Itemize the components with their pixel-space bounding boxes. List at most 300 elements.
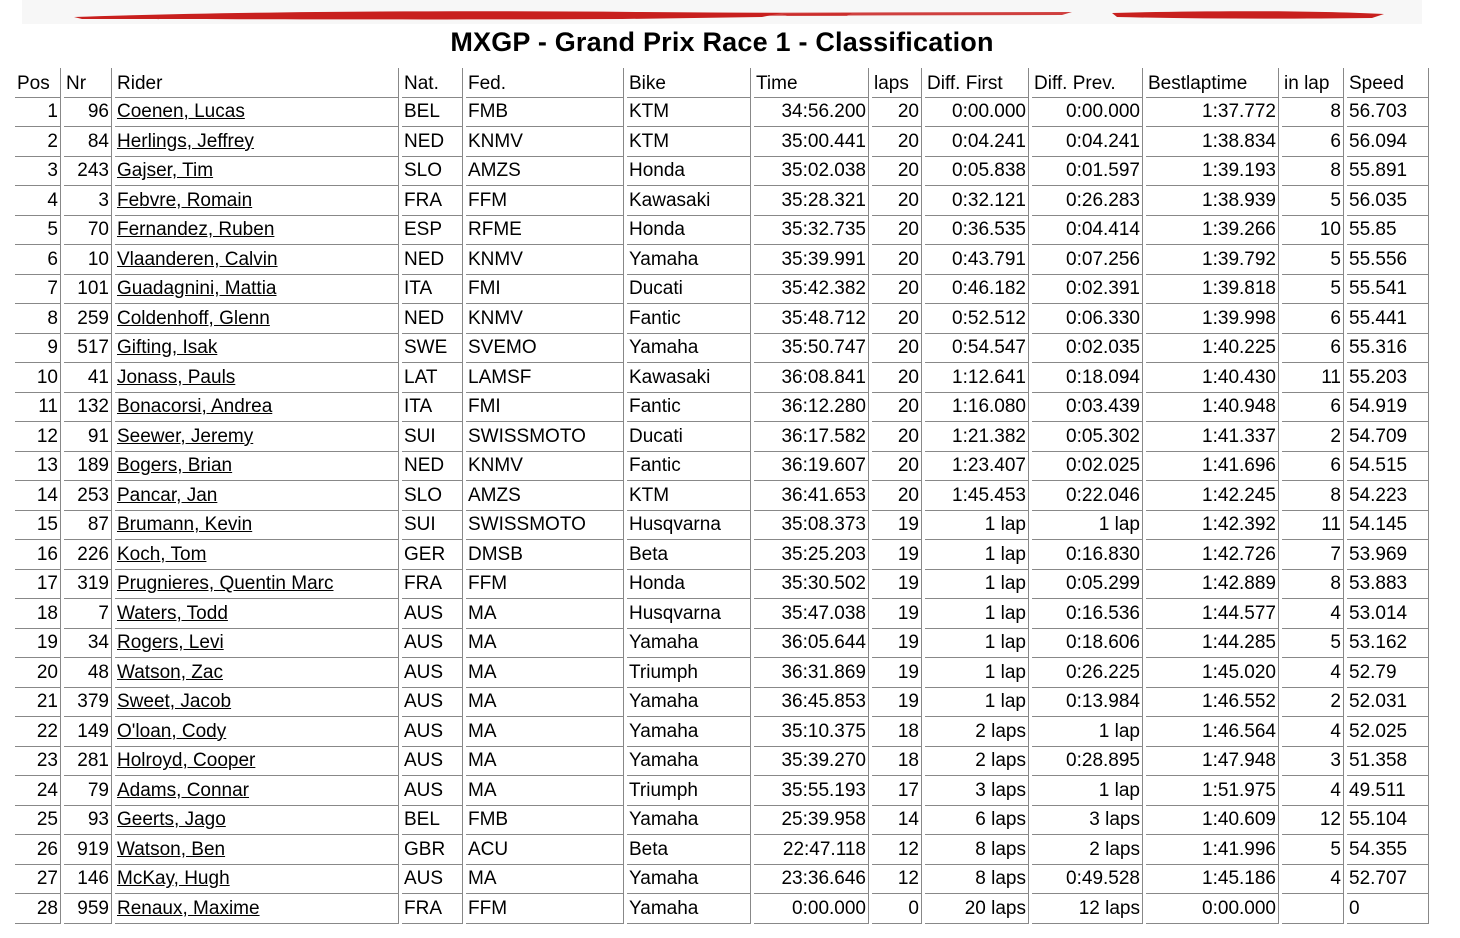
cell-fed: SWISSMOTO [466,511,624,541]
cell-fed: MA [466,599,624,629]
cell-time: 35:28.321 [754,186,869,216]
cell-time: 36:31.869 [754,658,869,688]
cell-diff-first: 8 laps [925,865,1029,895]
cell-speed: 52.707 [1347,865,1429,895]
cell-bestlaptime: 1:44.577 [1146,599,1279,629]
cell-laps: 20 [872,363,922,393]
cell-diff-prev: 0:02.025 [1032,452,1143,482]
cell-in-lap: 5 [1282,629,1344,659]
cell-diff-first: 0:05.838 [925,157,1029,187]
table-row [15,894,1429,924]
cell-pos: 23 [15,747,61,777]
cell-in-lap: 10 [1282,216,1344,246]
cell-bestlaptime: 1:39.266 [1146,216,1279,246]
cell-in-lap: 8 [1282,481,1344,511]
rider-link[interactable]: Geerts, Jago [117,809,226,831]
col-header-laps: laps [872,68,922,98]
cell-rider[interactable] [115,776,399,806]
cell-rider[interactable] [115,747,399,777]
col-header-diff-prev: Diff. Prev. [1032,68,1143,98]
cell-pos: 24 [15,776,61,806]
cell-in-lap: 6 [1282,127,1344,157]
cell-laps: 20 [872,304,922,334]
rider-link[interactable]: Adams, Connar [117,779,250,801]
cell-fed: FMB [466,806,624,836]
cell-bike: Ducati [627,275,751,305]
cell-diff-prev: 0:05.302 [1032,422,1143,452]
cell-speed: 55.104 [1347,806,1429,836]
cell-time: 36:12.280 [754,393,869,423]
cell-bike: Husqvarna [627,599,751,629]
cell-nr: 319 [64,570,112,600]
cell-laps: 19 [872,599,922,629]
cell-bike: Yamaha [627,688,751,718]
cell-pos: 9 [15,334,61,364]
cell-rider[interactable] [115,894,399,924]
cell-diff-first: 6 laps [925,806,1029,836]
cell-time: 35:42.382 [754,275,869,305]
cell-time: 36:45.853 [754,688,869,718]
rider-link[interactable]: Renaux, Maxime [117,897,260,919]
cell-laps: 12 [872,865,922,895]
cell-bestlaptime: 1:44.285 [1146,629,1279,659]
table-row [15,865,1429,895]
rider-link[interactable]: Koch, Tom [117,543,207,565]
rider-link[interactable]: Rogers, Levi [117,632,224,654]
cell-diff-first: 0:32.121 [925,186,1029,216]
cell-fed: FMB [466,98,624,128]
rider-link[interactable]: O'loan, Cody [117,720,227,742]
cell-bestlaptime: 1:39.998 [1146,304,1279,334]
cell-diff-first: 1:16.080 [925,393,1029,423]
cell-bike: Yamaha [627,806,751,836]
rider-link[interactable]: Gifting, Isak [117,337,218,359]
cell-speed: 55.316 [1347,334,1429,364]
cell-rider[interactable] [115,422,399,452]
cell-bike: Fantic [627,452,751,482]
cell-fed: DMSB [466,540,624,570]
cell-speed: 53.014 [1347,599,1429,629]
cell-bestlaptime: 1:45.186 [1146,865,1279,895]
cell-nat: SUI [402,511,463,541]
cell-nat: FRA [402,186,463,216]
cell-diff-prev: 1 lap [1032,511,1143,541]
rider-link[interactable]: Bonacorsi, Andrea [117,396,273,418]
table-row [15,481,1429,511]
cell-time: 35:08.373 [754,511,869,541]
cell-nat: ITA [402,275,463,305]
cell-time: 35:10.375 [754,717,869,747]
cell-bestlaptime: 1:42.245 [1146,481,1279,511]
cell-fed: KNMV [466,304,624,334]
cell-nr: 253 [64,481,112,511]
cell-fed: MA [466,658,624,688]
cell-rider[interactable] [115,393,399,423]
cell-time: 36:05.644 [754,629,869,659]
cell-diff-prev: 0:05.299 [1032,570,1143,600]
cell-in-lap: 4 [1282,865,1344,895]
cell-rider[interactable] [115,98,399,128]
cell-fed: FFM [466,186,624,216]
cell-in-lap: 3 [1282,747,1344,777]
cell-bestlaptime: 1:41.337 [1146,422,1279,452]
cell-time: 35:00.441 [754,127,869,157]
cell-rider[interactable] [115,481,399,511]
rider-link[interactable]: Vlaanderen, Calvin [117,248,278,270]
rider-link[interactable]: Guadagnini, Mattia [117,278,277,300]
cell-bestlaptime: 1:41.696 [1146,452,1279,482]
cell-bestlaptime: 1:40.609 [1146,806,1279,836]
cell-in-lap: 7 [1282,540,1344,570]
cell-laps: 20 [872,216,922,246]
rider-link[interactable]: Bogers, Brian [117,455,233,477]
cell-bestlaptime: 1:40.225 [1146,334,1279,364]
cell-speed: 56.703 [1347,98,1429,128]
cell-bike: Fantic [627,393,751,423]
cell-in-lap: 5 [1282,186,1344,216]
cell-rider[interactable] [115,216,399,246]
cell-rider[interactable] [115,334,399,364]
table-row [15,688,1429,718]
cell-laps: 12 [872,835,922,865]
cell-diff-prev: 0:18.094 [1032,363,1143,393]
rider-link[interactable]: Jonass, Pauls [117,366,236,388]
cell-speed: 54.919 [1347,393,1429,423]
cell-pos: 28 [15,894,61,924]
cell-diff-prev: 0:49.528 [1032,865,1143,895]
cell-laps: 18 [872,717,922,747]
cell-rider[interactable] [115,245,399,275]
rider-link[interactable]: Coldenhoff, Glenn [117,307,270,329]
page-title: MXGP - Grand Prix Race 1 - Classification [450,27,994,57]
cell-bestlaptime: 1:42.726 [1146,540,1279,570]
cell-diff-prev: 0:26.225 [1032,658,1143,688]
cell-bestlaptime: 0:00.000 [1146,894,1279,924]
cell-rider[interactable] [115,127,399,157]
cell-in-lap: 5 [1282,245,1344,275]
table-row [15,363,1429,393]
cell-bike: Yamaha [627,245,751,275]
cell-bike: Ducati [627,422,751,452]
cell-nr: 959 [64,894,112,924]
cell-nr: 517 [64,334,112,364]
cell-in-lap: 2 [1282,422,1344,452]
cell-rider[interactable] [115,717,399,747]
cell-laps: 19 [872,540,922,570]
cell-nat: NED [402,304,463,334]
cell-diff-prev: 0:02.391 [1032,275,1143,305]
cell-fed: SWISSMOTO [466,422,624,452]
cell-nr: 91 [64,422,112,452]
cell-nat: AUS [402,747,463,777]
table-row [15,304,1429,334]
cell-pos: 21 [15,688,61,718]
cell-nat: NED [402,245,463,275]
cell-diff-prev: 0:18.606 [1032,629,1143,659]
cell-pos: 13 [15,452,61,482]
cell-rider[interactable] [115,806,399,836]
cell-pos: 4 [15,186,61,216]
cell-diff-first: 1 lap [925,570,1029,600]
cell-diff-first: 1 lap [925,511,1029,541]
cell-speed: 53.883 [1347,570,1429,600]
cell-rider[interactable] [115,157,399,187]
table-row [15,393,1429,423]
cell-speed: 52.031 [1347,688,1429,718]
rider-link[interactable]: Holroyd, Cooper [117,750,256,772]
cell-diff-prev: 0:16.536 [1032,599,1143,629]
cell-pos: 16 [15,540,61,570]
cell-rider[interactable] [115,570,399,600]
cell-nat: AUS [402,865,463,895]
table-row [15,776,1429,806]
cell-bestlaptime: 1:42.392 [1146,511,1279,541]
cell-bike: Kawasaki [627,363,751,393]
cell-speed: 52.79 [1347,658,1429,688]
cell-in-lap: 8 [1282,157,1344,187]
table-header-row [15,68,1429,98]
cell-laps: 17 [872,776,922,806]
cell-diff-first: 3 laps [925,776,1029,806]
cell-diff-first: 0:36.535 [925,216,1029,246]
cell-pos: 22 [15,717,61,747]
cell-diff-prev: 0:13.984 [1032,688,1143,718]
cell-nr: 189 [64,452,112,482]
cell-nat: AUS [402,658,463,688]
cell-rider[interactable] [115,629,399,659]
col-header-fed: Fed. [466,68,624,98]
cell-diff-prev: 0:01.597 [1032,157,1143,187]
cell-diff-prev: 0:26.283 [1032,186,1143,216]
cell-nat: NED [402,452,463,482]
cell-nr: 87 [64,511,112,541]
rider-link[interactable]: Seewer, Jeremy [117,425,254,447]
cell-diff-first: 1 lap [925,540,1029,570]
cell-diff-first: 2 laps [925,747,1029,777]
table-row [15,806,1429,836]
cell-laps: 14 [872,806,922,836]
rider-link[interactable]: Prugnieres, Quentin Marc [117,573,334,595]
cell-nr: 93 [64,806,112,836]
cell-speed: 52.025 [1347,717,1429,747]
cell-bike: Yamaha [627,717,751,747]
cell-bestlaptime: 1:40.948 [1146,393,1279,423]
cell-time: 36:41.653 [754,481,869,511]
cell-nat: FRA [402,894,463,924]
cell-speed: 53.969 [1347,540,1429,570]
cell-bike: Yamaha [627,629,751,659]
cell-diff-prev: 0:04.241 [1032,127,1143,157]
col-header-nr: Nr [64,68,112,98]
cell-nr: 379 [64,688,112,718]
cell-nat: SUI [402,422,463,452]
cell-nr: 34 [64,629,112,659]
cell-time: 23:36.646 [754,865,869,895]
cell-fed: MA [466,717,624,747]
cell-laps: 20 [872,127,922,157]
rider-link[interactable]: McKay, Hugh [117,868,230,890]
cell-rider[interactable] [115,304,399,334]
cell-fed: AMZS [466,157,624,187]
cell-laps: 20 [872,157,922,187]
cell-nat: AUS [402,776,463,806]
cell-bike: Honda [627,216,751,246]
cell-nat: LAT [402,363,463,393]
cell-pos: 8 [15,304,61,334]
table-row [15,186,1429,216]
cell-bestlaptime: 1:37.772 [1146,98,1279,128]
cell-fed: ACU [466,835,624,865]
cell-in-lap: 11 [1282,511,1344,541]
cell-nr: 7 [64,599,112,629]
rider-link[interactable]: Fernandez, Ruben [117,219,275,241]
cell-pos: 6 [15,245,61,275]
cell-diff-prev: 0:04.414 [1032,216,1143,246]
cell-fed: MA [466,747,624,777]
cell-nat: ESP [402,216,463,246]
cell-time: 35:30.502 [754,570,869,600]
cell-rider[interactable] [115,275,399,305]
rider-link[interactable]: Sweet, Jacob [117,691,232,713]
cell-rider[interactable] [115,186,399,216]
cell-pos: 15 [15,511,61,541]
brush-stroke-graphic [22,0,1422,24]
cell-rider[interactable] [115,835,399,865]
cell-fed: KNMV [466,127,624,157]
cell-speed: 51.358 [1347,747,1429,777]
cell-laps: 18 [872,747,922,777]
cell-nr: 3 [64,186,112,216]
cell-in-lap: 8 [1282,570,1344,600]
cell-in-lap: 11 [1282,363,1344,393]
cell-fed: MA [466,776,624,806]
cell-bike: Beta [627,540,751,570]
cell-pos: 12 [15,422,61,452]
cell-nr: 132 [64,393,112,423]
cell-diff-first: 1 lap [925,658,1029,688]
cell-laps: 19 [872,511,922,541]
cell-pos: 1 [15,98,61,128]
cell-diff-first: 0:04.241 [925,127,1029,157]
cell-speed: 55.891 [1347,157,1429,187]
cell-bike: Yamaha [627,334,751,364]
cell-nat: AUS [402,717,463,747]
cell-fed: KNMV [466,245,624,275]
cell-nr: 101 [64,275,112,305]
cell-rider[interactable] [115,658,399,688]
cell-laps: 19 [872,570,922,600]
cell-fed: MA [466,688,624,718]
cell-in-lap: 6 [1282,334,1344,364]
cell-bestlaptime: 1:41.996 [1146,835,1279,865]
cell-nat: AUS [402,629,463,659]
rider-link[interactable]: Coenen, Lucas [117,101,245,123]
cell-bestlaptime: 1:46.552 [1146,688,1279,718]
rider-link[interactable]: Watson, Ben [117,838,226,860]
cell-diff-first: 0:54.547 [925,334,1029,364]
cell-bestlaptime: 1:46.564 [1146,717,1279,747]
rider-link[interactable]: Watson, Zac [117,661,223,683]
cell-nr: 259 [64,304,112,334]
cell-nr: 919 [64,835,112,865]
cell-bike: KTM [627,127,751,157]
cell-rider[interactable] [115,511,399,541]
table-row [15,275,1429,305]
cell-pos: 10 [15,363,61,393]
cell-nat: NED [402,127,463,157]
cell-nat: GBR [402,835,463,865]
cell-bestlaptime: 1:39.193 [1146,157,1279,187]
cell-diff-first: 20 laps [925,894,1029,924]
col-header-bestlaptime: Bestlaptime [1146,68,1279,98]
cell-speed: 56.094 [1347,127,1429,157]
cell-diff-first: 1 lap [925,629,1029,659]
cell-bike: Honda [627,570,751,600]
cell-laps: 20 [872,393,922,423]
table-row [15,127,1429,157]
cell-in-lap: 8 [1282,98,1344,128]
cell-diff-first: 1 lap [925,599,1029,629]
cell-rider[interactable] [115,865,399,895]
cell-fed: FMI [466,393,624,423]
cell-diff-first: 2 laps [925,717,1029,747]
cell-nr: 79 [64,776,112,806]
rider-link[interactable]: Brumann, Kevin [117,514,253,536]
cell-diff-first: 0:00.000 [925,98,1029,128]
rider-link[interactable]: Waters, Todd [117,602,228,624]
cell-nat: AUS [402,599,463,629]
cell-nat: ITA [402,393,463,423]
cell-rider[interactable] [115,599,399,629]
table-row [15,98,1429,128]
cell-rider[interactable] [115,688,399,718]
cell-bike: Honda [627,157,751,187]
col-header-time: Time [754,68,869,98]
rider-link[interactable]: Febvre, Romain [117,189,253,211]
col-header-pos: Pos [15,68,61,98]
cell-in-lap: 6 [1282,452,1344,482]
table-row [15,452,1429,482]
cell-bestlaptime: 1:38.939 [1146,186,1279,216]
col-header-rider: Rider [115,68,399,98]
cell-laps: 20 [872,481,922,511]
classification-table [12,68,1432,924]
cell-rider[interactable] [115,452,399,482]
cell-diff-prev: 12 laps [1032,894,1143,924]
cell-bike: KTM [627,481,751,511]
rider-link[interactable]: Gajser, Tim [117,160,214,182]
table-body [15,98,1429,924]
cell-nr: 96 [64,98,112,128]
cell-in-lap: 5 [1282,835,1344,865]
cell-diff-first: 8 laps [925,835,1029,865]
cell-nr: 48 [64,658,112,688]
cell-laps: 19 [872,688,922,718]
rider-link[interactable]: Pancar, Jan [117,484,218,506]
cell-laps: 19 [872,658,922,688]
cell-bestlaptime: 1:38.834 [1146,127,1279,157]
cell-time: 35:39.270 [754,747,869,777]
cell-bestlaptime: 1:42.889 [1146,570,1279,600]
cell-diff-prev: 0:00.000 [1032,98,1143,128]
table-row [15,570,1429,600]
cell-rider[interactable] [115,363,399,393]
cell-rider[interactable] [115,540,399,570]
header-banner [22,0,1422,24]
rider-link[interactable]: Herlings, Jeffrey [117,130,254,152]
cell-pos: 14 [15,481,61,511]
cell-diff-prev: 0:06.330 [1032,304,1143,334]
